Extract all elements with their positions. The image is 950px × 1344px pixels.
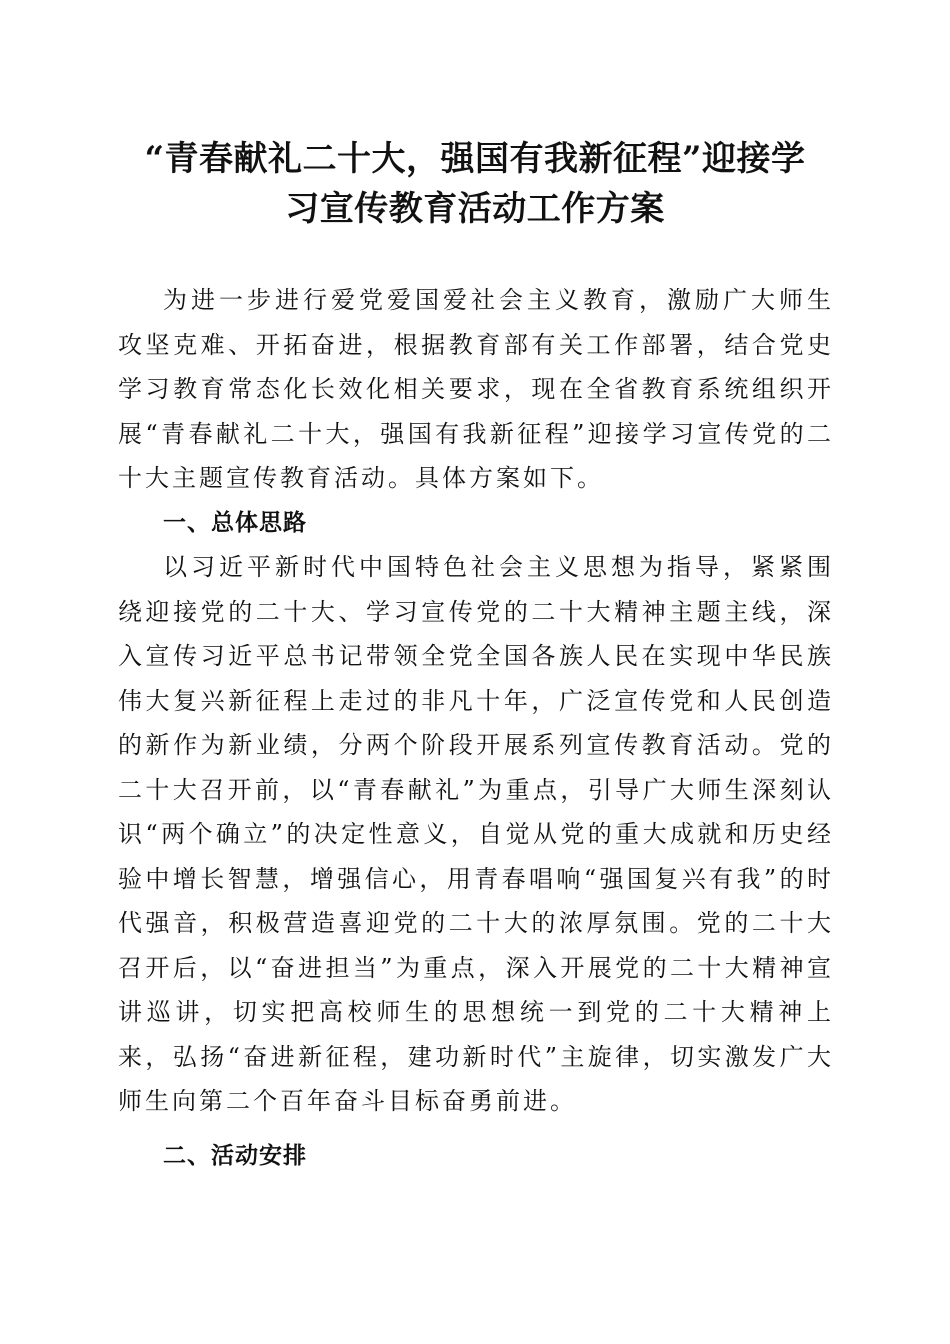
document-body xyxy=(118,278,834,1178)
document-title xyxy=(100,134,850,234)
intro-paragraph: 为进一步进行爱党爱国爱社会主义教育，激励广大师生攻坚克难、开拓奋进，根据教育部有关工作部署，结合党史学习教育常态化长效化相关要求，现在全省教育系统组织开展“青春献礼二十大，强国有我新征程”迎接学习宣传党的二十大主题宣传教育活动。具体方案如下。 xyxy=(118,286,834,492)
section-heading-activity-arrangement: 二、活动安排 xyxy=(163,1142,307,1169)
title-line-2: 习宣传教育活动工作方案 xyxy=(285,189,665,229)
overall-approach-paragraph: 以习近平新时代中国特色社会主义思想为指导，紧紧围绕迎接党的二十大、学习宣传党的二十大精神主题主线，深入宣传习近平总书记带领全党全国各族人民在实现中华民族伟大复兴新征程上走过的非凡十年，广泛宣传党和人民创造的新作为新业绩，分两个阶段开展系列宣传教育活动。党的二十大召开前，以“青春献礼”为重点，引导广大师生深刻认识“两个确立”的决定性意义，自觉从党的重大成就和历史经验中增长智慧，增强信心，用青春唱响“强国复兴有我”的时代强音，积极营造喜迎党的二十大的浓厚氛围。党的二十大召开后，以“奋进担当”为重点，深入开展党的二十大精神宣讲巡讲，切实把高校师生的思想统一到党的二十大精神上来，弘扬“奋进新征程，建功新时代”主旋律，切实激发广大师生向第二个百年奋斗目标奋勇前进。 xyxy=(118,553,834,1115)
section-heading-overall-approach: 一、总体思路 xyxy=(163,509,307,536)
title-line-1: “青春献礼二十大，强国有我新征程”迎接学 xyxy=(144,139,806,179)
